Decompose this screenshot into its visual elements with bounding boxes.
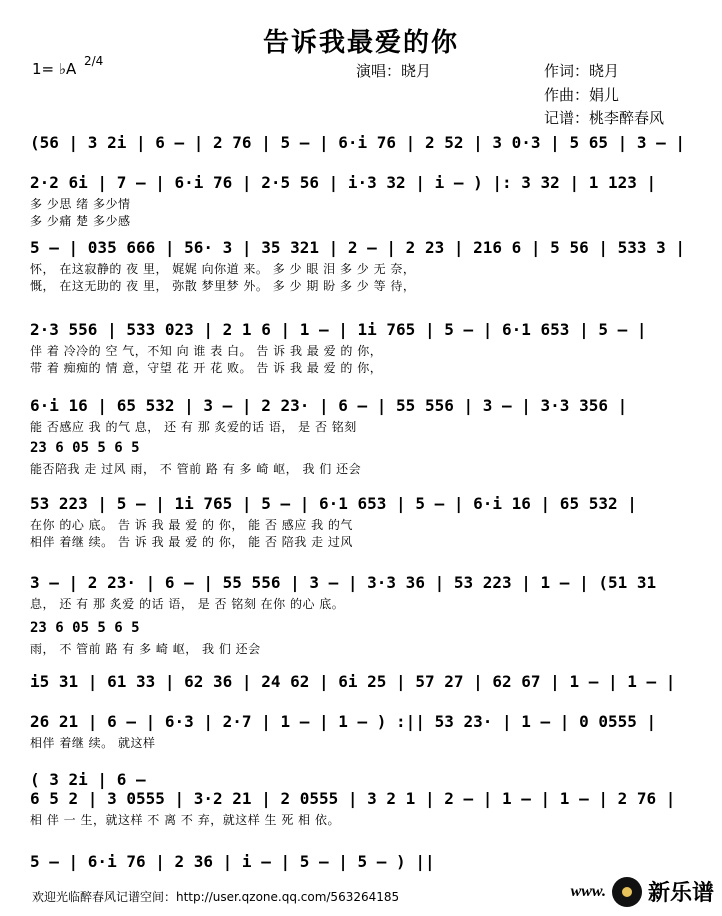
music-line: (56 | 3 2i | 6 – | 2 76 | 5 – | 6·i 76 | 2 52 | 3 0·3 | 5 65 | 3 – | <box>30 133 686 152</box>
lyric-line: 息， 还 有 那 炙爱 的话 语， 是 否 铭刻 在你 的心 底。 <box>30 597 345 611</box>
lyric-line: 能 否感应 我 的气 息， 还 有 那 炙爱的话 语， 是 否 铭刻 <box>30 420 357 434</box>
lyric-line: 伴 着 冷冷的 空 气，不知 向 谁 表 白。 告 诉 我 最 爱 的 你， <box>30 344 383 358</box>
time-signature: 2/4 <box>84 54 104 68</box>
singer-credit: 演唱：晓月 <box>356 62 432 80</box>
lyric-line: 雨， 不 管前 路 有 多 崎 岖， 我 们 还会 <box>30 642 261 656</box>
music-line: 6·i 16 | 65 532 | 3 – | 2 23· | 6 – | 55 556 | 3 – | 3·3 356 | <box>30 396 628 415</box>
record-disc-icon <box>612 877 642 907</box>
music-line: 26 21 | 6 – | 6·3 | 2·7 | 1 – | 1 – ) :|| 53 23· | 1 – | 0 0555 | <box>30 712 657 731</box>
music-line: 5 – | 6·i 76 | 2 36 | i – | 5 – | 5 – ) || <box>30 852 435 871</box>
footer-text: 欢迎光临醉春风记谱空间：http://user.qzone.qq.com/563264185 <box>32 890 400 904</box>
lyric-line: 多 少思 绪 多少情 <box>30 197 131 211</box>
music-line: 23 6 05 5 6 5 <box>30 440 140 456</box>
logo-name: 新乐谱 <box>647 881 714 906</box>
music-line: 53 223 | 5 – | 1i 765 | 5 – | 6·1 653 | 5 – | 6·i 16 | 65 532 | <box>30 494 637 513</box>
logo-www: www. <box>570 882 606 900</box>
music-line: 23 6 05 5 6 5 <box>30 620 140 636</box>
music-line: 2·3 556 | 533 023 | 2 1 6 | 1 – | 1i 765 | 5 – | 6·1 653 | 5 – | <box>30 320 647 339</box>
lyric-line: 在你 的心 底。 告 诉 我 最 爱 的 你， 能 否 感应 我 的气 <box>30 518 353 532</box>
lyric-line: 相 伴 一 生，就这样 不 离 不 弃，就这样 生 死 相 依。 <box>30 813 340 827</box>
music-line: ( 3 2i | 6 – <box>30 770 146 789</box>
lyric-line: 能否陪我 走 过风 雨， 不 管前 路 有 多 崎 岖， 我 们 还会 <box>30 462 362 476</box>
lyric-line: 慨， 在这无助的 夜 里， 弥散 梦里梦 外。 多 少 期 盼 多 少 等 待， <box>30 279 416 293</box>
music-line: 2·2 6i | 7 – | 6·i 76 | 2·5 56 | i·3 32 | i – ) |: 3 32 | 1 123 | <box>30 173 657 192</box>
music-line: 6 5 2 | 3 0555 | 3·2 21 | 2 0555 | 3 2 1 | 2 – | 1 – | 1 – | 2 76 | <box>30 789 676 808</box>
lyric-line: 多 少痛 楚 多少感 <box>30 214 131 228</box>
music-line: i5 31 | 61 33 | 62 36 | 24 62 | 6i 25 | 57 27 | 62 67 | 1 – | 1 – | <box>30 672 676 691</box>
composer-credit: 作曲：娟儿 <box>544 86 620 104</box>
transcriber-credit: 记谱：桃李醉春风 <box>544 109 665 127</box>
lyricist-credit: 作词：晓月 <box>544 62 620 80</box>
site-logo <box>571 876 714 907</box>
lyric-line: 带 着 痴痴的 情 意，守望 花 开 花 败。 告 诉 我 最 爱 的 你， <box>30 361 383 375</box>
lyric-line: 怀， 在这寂静的 夜 里， 娓娓 向你道 来。 多 少 眼 泪 多 少 无 奈， <box>30 262 416 276</box>
song-title: 告诉我最爱的你 <box>262 28 459 58</box>
music-line: 5 – | 035 666 | 56· 3 | 35 321 | 2 – | 2 23 | 216 6 | 5 56 | 533 3 | <box>30 238 686 257</box>
music-line: 3 – | 2 23· | 6 – | 55 556 | 3 – | 3·3 36 | 53 223 | 1 – | (51 31 <box>30 573 657 592</box>
lyric-line: 相伴 着继 续。 告 诉 我 最 爱 的 你， 能 否 陪我 走 过风 <box>30 535 353 549</box>
lyric-line: 相伴 着继 续。 就这样 <box>30 736 156 750</box>
key-signature: 1= ♭A <box>32 60 77 78</box>
